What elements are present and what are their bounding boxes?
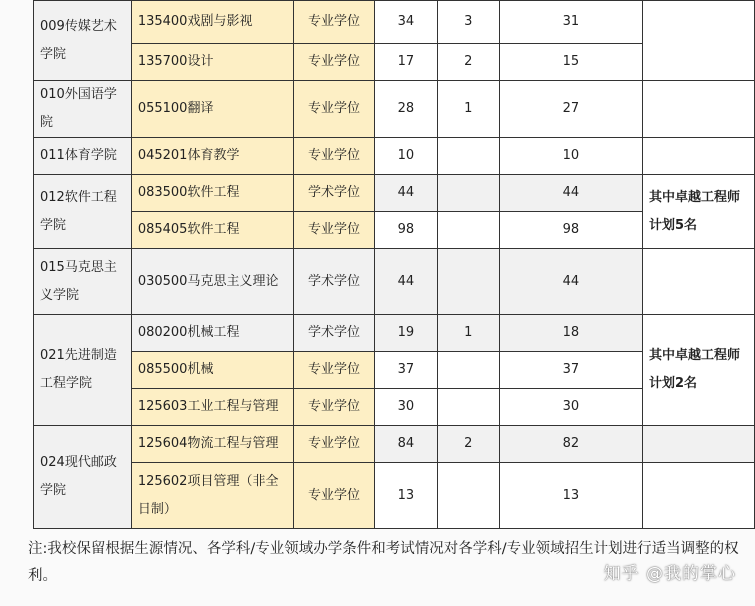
exam-cell: 82	[499, 426, 642, 463]
total-cell: 44	[375, 249, 438, 315]
note-cell	[642, 463, 754, 529]
exempt-cell: 2	[437, 426, 499, 463]
major-cell: 083500软件工程	[131, 175, 293, 212]
note-cell	[642, 426, 754, 463]
note-cell: 其中卓越工程师计划5名	[642, 175, 754, 249]
major-cell: 085500机械	[131, 352, 293, 389]
exam-cell: 98	[499, 212, 642, 249]
major-cell: 135400戏剧与影视	[131, 1, 293, 44]
note-cell	[642, 249, 754, 315]
degree-type-cell: 专业学位	[293, 463, 374, 529]
college-cell: 012软件工程学院	[34, 175, 132, 249]
exempt-cell	[437, 352, 499, 389]
degree-type-cell: 专业学位	[293, 212, 374, 249]
major-cell: 080200机械工程	[131, 315, 293, 352]
exam-cell: 44	[499, 249, 642, 315]
exempt-cell: 1	[437, 81, 499, 138]
footnote-text: 注:我校保留根据生源情况、各学科/专业领域办学条件和考试情况对各学科/专业领域招生计划进行适当调整的权利。	[28, 541, 739, 584]
exempt-cell: 3	[437, 1, 499, 44]
degree-type-cell: 专业学位	[293, 1, 374, 44]
exam-cell: 10	[499, 138, 642, 175]
college-cell: 021先进制造工程学院	[34, 315, 132, 426]
total-cell: 37	[375, 352, 438, 389]
degree-type-cell: 专业学位	[293, 43, 374, 80]
exempt-cell	[437, 463, 499, 529]
degree-type-cell: 专业学位	[293, 352, 374, 389]
table-row	[34, 315, 755, 352]
degree-type-cell: 专业学位	[293, 389, 374, 426]
exam-cell: 13	[499, 463, 642, 529]
table-row	[34, 249, 755, 315]
major-cell: 085405软件工程	[131, 212, 293, 249]
total-cell: 13	[375, 463, 438, 529]
exam-cell: 31	[499, 1, 642, 44]
exempt-cell	[437, 138, 499, 175]
college-cell: 011体育学院	[34, 138, 132, 175]
major-cell: 030500马克思主义理论	[131, 249, 293, 315]
exempt-cell	[437, 249, 499, 315]
total-cell: 10	[375, 138, 438, 175]
table-row	[34, 1, 755, 44]
exam-cell: 37	[499, 352, 642, 389]
note-cell	[642, 138, 754, 175]
total-cell: 19	[375, 315, 438, 352]
major-cell: 125603工业工程与管理	[131, 389, 293, 426]
major-cell: 045201体育教学	[131, 138, 293, 175]
degree-type-cell: 学术学位	[293, 315, 374, 352]
exam-cell: 44	[499, 175, 642, 212]
note-cell	[642, 1, 754, 81]
major-cell: 125604物流工程与管理	[131, 426, 293, 463]
exempt-cell: 2	[437, 43, 499, 80]
watermark-text: 知乎 @我的掌心	[603, 564, 736, 584]
table-row	[34, 175, 755, 212]
major-cell: 125602项目管理（非全日制）	[131, 463, 293, 529]
total-cell: 84	[375, 426, 438, 463]
exempt-cell	[437, 175, 499, 212]
degree-type-cell: 学术学位	[293, 175, 374, 212]
exempt-cell	[437, 212, 499, 249]
degree-type-cell: 专业学位	[293, 138, 374, 175]
table-row	[34, 138, 755, 175]
exam-cell: 30	[499, 389, 642, 426]
total-cell: 34	[375, 1, 438, 44]
college-cell: 015马克思主义学院	[34, 249, 132, 315]
total-cell: 30	[375, 389, 438, 426]
table-row	[34, 426, 755, 463]
major-cell: 135700设计	[131, 43, 293, 80]
major-cell: 055100翻译	[131, 81, 293, 138]
degree-type-cell: 专业学位	[293, 426, 374, 463]
total-cell: 44	[375, 175, 438, 212]
table-row	[34, 81, 755, 138]
note-cell: 其中卓越工程师计划2名	[642, 315, 754, 426]
total-cell: 17	[375, 43, 438, 80]
table-row	[34, 463, 755, 529]
exam-cell: 18	[499, 315, 642, 352]
exempt-cell	[437, 389, 499, 426]
college-cell: 024现代邮政学院	[34, 426, 132, 529]
note-cell	[642, 81, 754, 138]
degree-type-cell: 专业学位	[293, 81, 374, 138]
exam-cell: 27	[499, 81, 642, 138]
college-cell: 010外国语学院	[34, 81, 132, 138]
enrollment-plan-table	[33, 0, 755, 529]
exempt-cell: 1	[437, 315, 499, 352]
degree-type-cell: 学术学位	[293, 249, 374, 315]
exam-cell: 15	[499, 43, 642, 80]
total-cell: 98	[375, 212, 438, 249]
total-cell: 28	[375, 81, 438, 138]
college-cell: 009传媒艺术学院	[34, 1, 132, 81]
